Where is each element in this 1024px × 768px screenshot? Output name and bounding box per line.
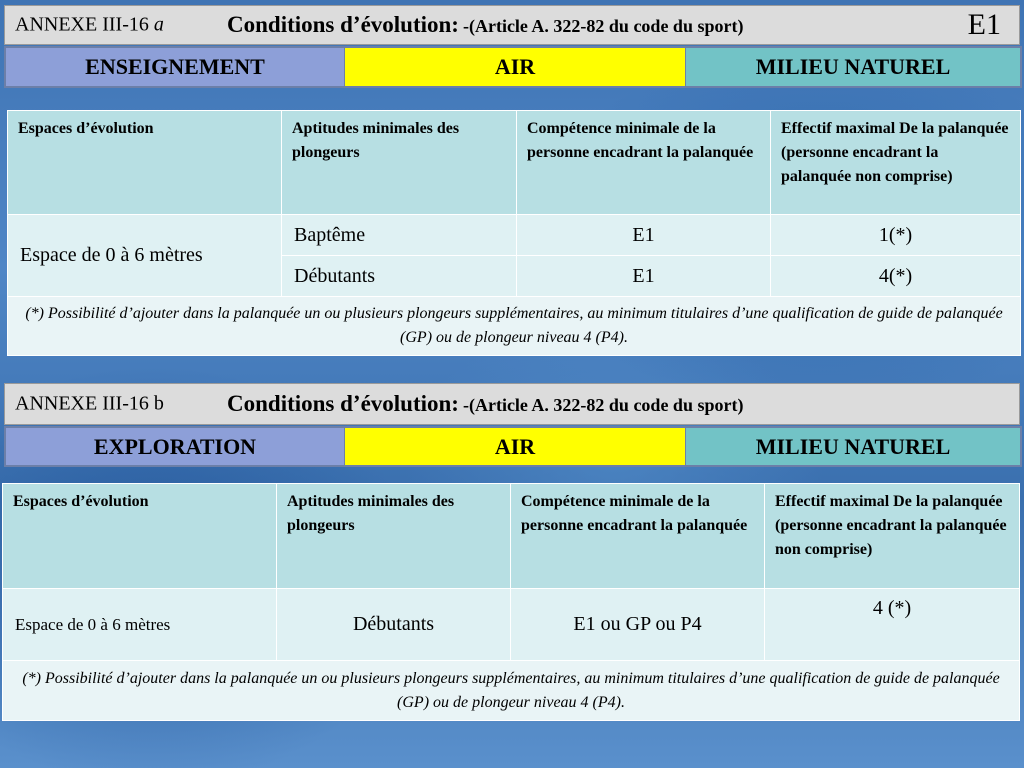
annexe-label: ANNEXE III-16 b	[15, 392, 164, 415]
header-espaces: Espaces d’évolution	[8, 111, 282, 215]
band-air: AIR	[344, 48, 686, 86]
band-air: AIR	[344, 428, 686, 465]
header-effectif: Effectif maximal De la palanquée (personne encadrant la palanquée non comprise)	[771, 111, 1021, 215]
cell-effectif: 4(*)	[771, 256, 1021, 297]
header-espaces: Espaces d’évolution	[3, 484, 277, 589]
cell-competence: E1 ou GP ou P4	[511, 589, 765, 661]
cell-aptitude: Débutants	[277, 589, 511, 661]
cell-aptitude: Débutants	[282, 256, 517, 297]
header-competence: Compétence minimale de la personne encadrant la palanquée	[511, 484, 765, 589]
cell-aptitude: Baptême	[282, 215, 517, 256]
band-milieu-naturel: MILIEU NATUREL	[686, 428, 1020, 465]
conditions-table-b	[2, 483, 1020, 721]
header-annexe-a	[4, 5, 1020, 45]
band-enseignement: ENSEIGNEMENT	[6, 48, 344, 86]
page-title: Conditions d’évolution: -(Article A. 322-82 du code du sport)	[227, 391, 744, 416]
footnote: (*) Possibilité d’ajouter dans la palanquée un ou plusieurs plongeurs supplémentaires, au minimum titulaires d’une qualification de guide de palanquée (GP) ou de plongeur niveau 4 (P4).	[3, 661, 1020, 721]
category-band-b	[4, 426, 1022, 467]
conditions-table-a	[7, 110, 1021, 356]
table-row	[8, 215, 1021, 256]
band-milieu-naturel: MILIEU NATUREL	[686, 48, 1020, 86]
header-effectif: Effectif maximal De la palanquée (personne encadrant la palanquée non comprise)	[765, 484, 1020, 589]
cell-effectif: 1(*)	[771, 215, 1021, 256]
footnote: (*) Possibilité d’ajouter dans la palanquée un ou plusieurs plongeurs supplémentaires, au minimum titulaires d’une qualification de guide de palanquée (GP) ou de plongeur niveau 4 (P4).	[8, 297, 1021, 356]
code-badge: E1	[967, 8, 1001, 41]
table-row	[3, 589, 1020, 661]
header-annexe-b	[4, 383, 1020, 425]
annexe-label: ANNEXE III-16 a	[15, 13, 164, 36]
header-aptitudes: Aptitudes minimales des plongeurs	[282, 111, 517, 215]
band-exploration: EXPLORATION	[6, 428, 344, 465]
cell-espace: Espace de 0 à 6 mètres	[8, 215, 282, 297]
header-aptitudes: Aptitudes minimales des plongeurs	[277, 484, 511, 589]
cell-competence: E1	[517, 256, 771, 297]
cell-effectif: 4 (*)	[765, 589, 1020, 661]
header-competence: Compétence minimale de la personne encadrant la palanquée	[517, 111, 771, 215]
cell-espace: Espace de 0 à 6 mètres	[3, 589, 277, 661]
cell-competence: E1	[517, 215, 771, 256]
category-band-a	[4, 46, 1022, 88]
page-title: Conditions d’évolution: -(Article A. 322-82 du code du sport)	[227, 12, 744, 37]
